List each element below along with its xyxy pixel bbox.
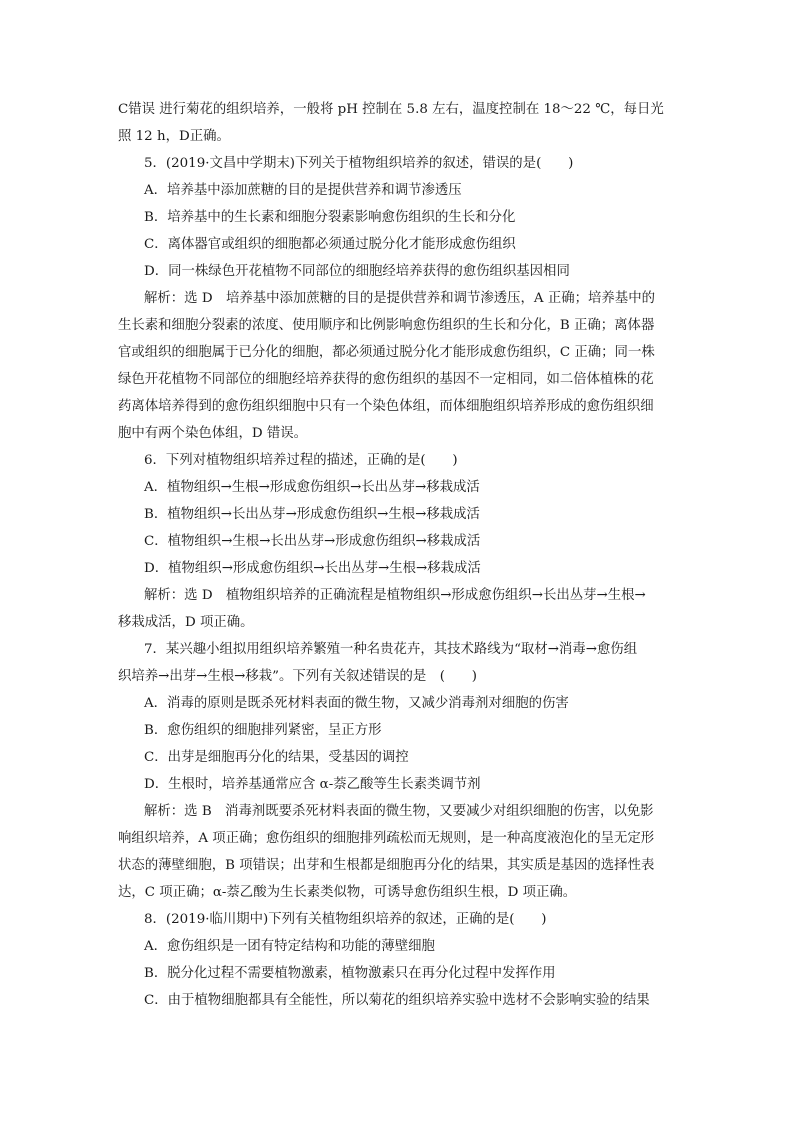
- question-line: 5．(2019·文昌中学期末)下列关于植物组织培养的叙述，错误的是( ): [144, 156, 574, 171]
- analysis-line: 响组织培养，A 项正确；愈伤组织的细胞排列疏松而无规则，是一种高度液泡化的呈无定形: [118, 831, 655, 846]
- option-block: [118, 690, 684, 717]
- option-block: [118, 528, 684, 555]
- paragraph-line: 照 12 h，D正确。: [118, 129, 230, 144]
- question-block: [118, 150, 684, 177]
- analysis-line: 药离体培养得到的愈伤组织细胞中只有一个染色体组，而体细胞组织培养形成的愈伤组织细: [118, 399, 654, 414]
- analysis-block: [118, 285, 684, 447]
- option-line: B．愈伤组织的细胞排列紧密，呈正方形: [144, 723, 382, 738]
- question-line: 6．下列对植物组织培养过程的描述，正确的是( ): [144, 453, 458, 468]
- analysis-line: 生长素和细胞分裂素的浓度、使用顺序和比例影响愈伤组织的生长和分化，B 正确；离体器: [118, 318, 655, 333]
- option-line: A．消毒的原则是既杀死材料表面的微生物，又减少消毒剂对细胞的伤害: [144, 696, 569, 711]
- analysis-block: [118, 582, 684, 636]
- option-block: [118, 717, 684, 744]
- analysis-line: 状态的薄壁细胞，B 项错误；出芽和生根都是细胞再分化的结果，其实质是基因的选择性表: [118, 858, 655, 873]
- para-block: [118, 96, 684, 150]
- option-block: [118, 987, 684, 1014]
- option-line: A．培养基中添加蔗糖的目的是提供营养和调节渗透压: [144, 183, 462, 198]
- analysis-line: 解析：选 D 培养基中添加蔗糖的目的是提供营养和调节渗透压，A 正确；培养基中的: [144, 291, 655, 306]
- analysis-line: 胞中有两个染色体组，D 错误。: [118, 426, 308, 441]
- analysis-line: 移栽成活，D 项正确。: [118, 615, 254, 630]
- analysis-line: 官或组织的细胞属于已分化的细胞，都必须通过脱分化才能形成愈伤组织，C 正确；同一株: [118, 345, 655, 360]
- option-line: A．植物组织→生根→形成愈伤组织→长出丛芽→移栽成活: [144, 480, 480, 495]
- option-block: [118, 960, 684, 987]
- option-block: [118, 474, 684, 501]
- question-block: [118, 906, 684, 933]
- analysis-line: 解析：选 D 植物组织培养的正确流程是植物组织→形成愈伤组织→长出丛芽→生根→: [144, 588, 646, 603]
- analysis-block: [118, 798, 684, 906]
- option-block: [118, 933, 684, 960]
- option-block: [118, 258, 684, 285]
- option-block: [118, 555, 684, 582]
- option-line: D．植物组织→形成愈伤组织→长出丛芽→生根→移栽成活: [144, 561, 481, 576]
- option-block: [118, 231, 684, 258]
- option-line: A．愈伤组织是一团有特定结构和功能的薄壁细胞: [144, 939, 435, 954]
- analysis-line: 绿色开花植物不同部位的细胞经培养获得的愈伤组织的基因不一定相同，如二倍体植株的花: [118, 372, 654, 387]
- option-line: C．植物组织→生根→长出丛芽→形成愈伤组织→移栽成活: [144, 534, 481, 549]
- option-line: C．离体器官或组织的细胞都必须通过脱分化才能形成愈伤组织: [144, 237, 516, 252]
- option-block: [118, 744, 684, 771]
- paragraph-line: C错误 进行菊花的组织培养，一般将 pH 控制在 5.8 左右，温度控制在 18～22 ℃，每日光: [118, 102, 664, 117]
- option-line: B．培养基中的生长素和细胞分裂素影响愈伤组织的生长和分化: [144, 210, 516, 225]
- question-line: 织培养→出芽→生根→移栽”。下列有关叙述错误的是 ( ): [118, 669, 477, 684]
- option-block: [118, 501, 684, 528]
- option-block: [118, 177, 684, 204]
- option-line: B．植物组织→长出丛芽→形成愈伤组织→生根→移栽成活: [144, 507, 480, 522]
- option-line: D．同一株绿色开花植物不同部位的细胞经培养获得的愈伤组织基因相同: [144, 264, 570, 279]
- option-line: C．出芽是细胞再分化的结果，受基因的调控: [144, 750, 409, 765]
- question-line: 7．某兴趣小组拟用组织培养繁殖一种名贵花卉，其技术路线为“取材→消毒→愈伤组: [144, 642, 638, 657]
- option-block: [118, 771, 684, 798]
- question-line: 8．(2019·临川期中)下列有关植物组织培养的叙述，正确的是( ): [144, 912, 547, 927]
- option-line: D．生根时，培养基通常应含 α-萘乙酸等生长素类调节剂: [144, 777, 481, 792]
- option-line: B．脱分化过程不需要植物激素，植物激素只在再分化过程中发挥作用: [144, 966, 556, 981]
- option-block: [118, 204, 684, 231]
- document-page: [118, 96, 684, 1014]
- question-block: [118, 447, 684, 474]
- question-block: [118, 636, 684, 690]
- analysis-line: 解析：选 B 消毒剂既要杀死材料表面的微生物，又要减少对组织细胞的伤害，以免影: [144, 804, 654, 819]
- option-line: C．由于植物细胞都具有全能性，所以菊花的组织培养实验中选材不会影响实验的结果: [144, 993, 650, 1008]
- analysis-line: 达，C 项正确；α-萘乙酸为生长素类似物，可诱导愈伤组织生根，D 项正确。: [118, 885, 577, 900]
